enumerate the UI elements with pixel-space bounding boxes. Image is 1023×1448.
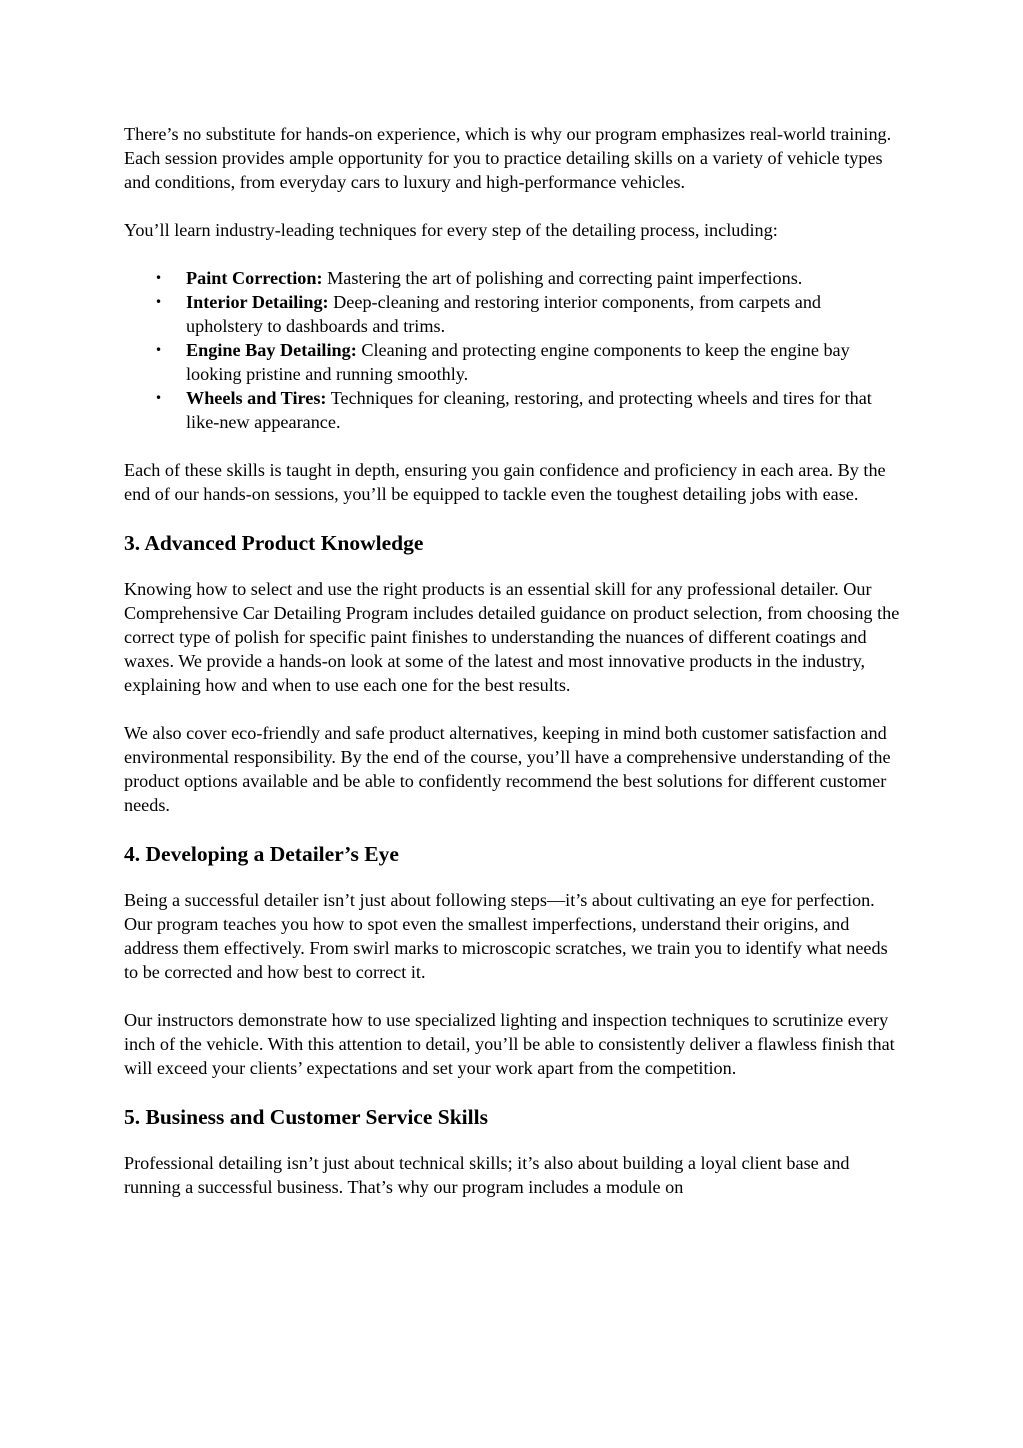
paragraph-business: Professional detailing isn’t just about technical skills; it’s also about building a loyal client base and running a successful business. That’s why our program includes a module on xyxy=(124,1153,850,1197)
paragraph-inspection: Our instructors demonstrate how to use specialized lighting and inspection techniques to scrutinize every inch of the vehicle. With this attention to detail, you’ll be able to consistently deliver a flawless finish that will exceed your clients’ expectations and set your work apart from the competition. xyxy=(124,1010,895,1078)
paragraph-eco-friendly: We also cover eco-friendly and safe product alternatives, keeping in mind both customer satisfaction and environmental responsibility. By the end of the course, you’ll have a comprehensive understanding of the product options available and be able to confidently recommend the best solutions for different customer needs. xyxy=(124,723,891,815)
section-heading-detailers-eye: 4. Developing a Detailer’s Eye xyxy=(124,842,399,866)
list-item-desc: Techniques for cleaning, restoring, and protecting wheels and tires for that like-new appearance. xyxy=(186,388,872,432)
bullet-icon: • xyxy=(155,391,163,405)
list-item xyxy=(124,266,902,290)
list-item-desc: Deep-cleaning and restoring interior components, from carpets and upholstery to dashboards and trims. xyxy=(186,292,822,336)
list-item-term: Interior Detailing: xyxy=(186,292,329,312)
list-item xyxy=(124,338,902,386)
paragraph-product-selection: Knowing how to select and use the right products is an essential skill for any professional detailer. Our Comprehensive Car Detailing Program includes detailed guidance on product selection, from choosing the correct type of polish for specific paint finishes to understanding the nuances of different coatings and waxes. We provide a hands-on look at some of the latest and most innovative products in the industry, explaining how and when to use each one for the best results. xyxy=(124,579,900,695)
list-item xyxy=(124,386,902,434)
bullet-icon: • xyxy=(155,271,163,285)
list-item-term: Engine Bay Detailing: xyxy=(186,340,357,360)
paragraph-skills-depth: Each of these skills is taught in depth, ensuring you gain confidence and proficiency in each area. By the end of our hands-on sessions, you’ll be equipped to tackle even the toughest detailing jobs with ease. xyxy=(124,460,886,504)
bullet-icon: • xyxy=(155,343,163,357)
list-item-term: Paint Correction: xyxy=(186,268,323,288)
list-item-desc: Cleaning and protecting engine components to keep the engine bay looking pristine and running smoothly. xyxy=(186,340,850,384)
bullet-icon: • xyxy=(155,295,163,309)
section-heading-product-knowledge: 3. Advanced Product Knowledge xyxy=(124,531,424,555)
list-item-desc: Mastering the art of polishing and correcting paint imperfections. xyxy=(322,268,803,288)
paragraph-perfection: Being a successful detailer isn’t just about following steps—it’s about cultivating an eye for perfection. Our program teaches you how to spot even the smallest imperfections, understand their origins, and address them effectively. From swirl marks to microscopic scratches, we train you to identify what needs to be corrected and how best to correct it. xyxy=(124,890,888,982)
techniques-list xyxy=(124,266,902,434)
document-body xyxy=(124,122,902,1223)
paragraph-hands-on: There’s no substitute for hands-on experience, which is why our program emphasizes real-world training. Each session provides ample opportunity for you to practice detailing skills on a variety of vehicle types and conditions, from everyday cars to luxury and high-performance vehicles. xyxy=(124,124,892,192)
section-heading-business-skills: 5. Business and Customer Service Skills xyxy=(124,1105,488,1129)
paragraph-techniques-intro: You’ll learn industry-leading techniques for every step of the detailing process, including: xyxy=(124,220,778,240)
list-item-term: Wheels and Tires: xyxy=(186,388,327,408)
list-item xyxy=(124,290,902,338)
